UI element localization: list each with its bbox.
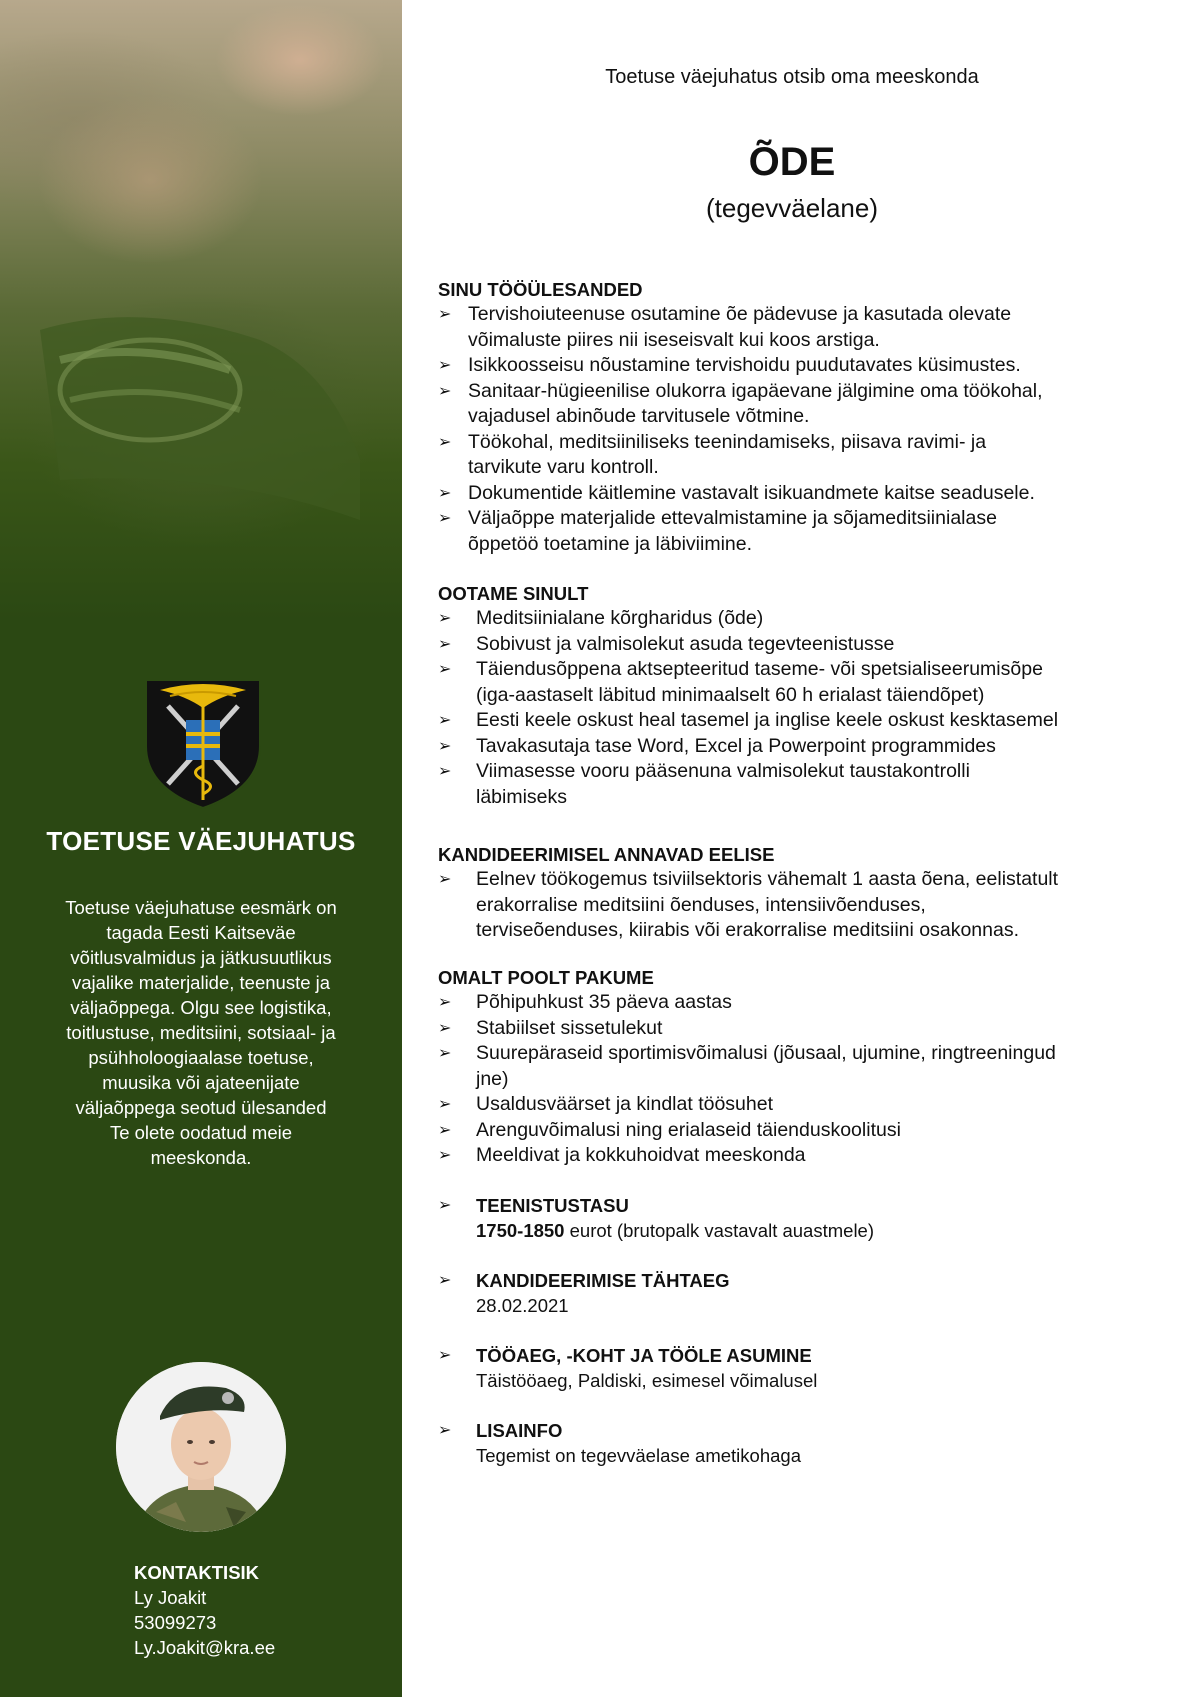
moreinfo-block <box>438 1418 1178 1468</box>
list-item <box>438 708 1178 734</box>
list-item <box>438 759 1178 810</box>
offer-section <box>438 965 1178 1169</box>
job-posting <box>402 0 1200 1697</box>
bullet-arrow-icon: ➢ <box>438 1347 452 1364</box>
list-item-line: Dokumentide käitlemine vastavalt isikuandmete kaitse seadusele. <box>468 481 1035 504</box>
bullet-arrow-icon: ➢ <box>438 1019 452 1037</box>
list-item-line: vajadusel abinõude tarvitusele võtmine. <box>468 405 810 427</box>
contact-name: Ly Joakit <box>134 1587 207 1608</box>
bullet-arrow-icon: ➢ <box>438 610 452 627</box>
list-item-line: tarvikute varu kontroll. <box>468 456 659 478</box>
list-item <box>438 1016 1178 1042</box>
list-item-line: erakorralise meditsiini õenduses, intensiivõenduses, <box>476 893 926 916</box>
bullet-arrow-icon: ➢ <box>438 1422 452 1439</box>
salary-block <box>438 1193 1178 1243</box>
deadline-value: 28.02.2021 <box>476 1295 569 1316</box>
list-item-line: jne) <box>476 1067 509 1090</box>
list-item-line: Sobivust ja valmisolekut asuda tegevteenistusse <box>476 632 895 655</box>
list-item <box>438 990 1178 1016</box>
contact-portrait <box>116 1362 286 1532</box>
list-item <box>438 657 1178 708</box>
contact-block <box>134 1560 275 1660</box>
worktime-value: Täistööaeg, Paldiski, esimesel võimalusel <box>476 1370 818 1391</box>
job-subtitle: (tegevväelane) <box>706 193 878 223</box>
list-item <box>438 1118 1178 1144</box>
requirements-section <box>438 581 1178 810</box>
list-item-line: Töökohal, meditsiiniliseks teenindamiseks, piisava ravimi- ja <box>468 430 987 453</box>
bullet-arrow-icon: ➢ <box>438 635 452 653</box>
bullet-arrow-icon: ➢ <box>438 306 452 323</box>
bullet-arrow-icon: ➢ <box>438 661 452 678</box>
header-photo <box>0 0 402 620</box>
deadline-heading: KANDIDEERIMISE TÄHTAEG <box>476 1270 730 1291</box>
bullet-arrow-icon: ➢ <box>438 510 452 527</box>
contact-email[interactable]: Ly.Joakit@kra.ee <box>134 1637 276 1658</box>
list-item-line: Tavakasutaja tase Word, Excel ja Powerpoint programmides <box>476 734 996 757</box>
bullet-arrow-icon: ➢ <box>438 763 452 780</box>
list-item-line: Eelnev töökogemus tsiviilsektoris vähemalt 1 aasta õena, eelistatult <box>476 868 1059 890</box>
moreinfo-heading: LISAINFO <box>476 1420 563 1441</box>
list-item-line: Usaldusväärset ja kindlat töösuhet <box>476 1093 774 1115</box>
list-item-line: Eesti keele oskust heal tasemel ja inglise keele oskust kesktasemel <box>476 709 1059 731</box>
bullet-arrow-icon: ➢ <box>438 433 452 451</box>
list-item <box>438 867 1178 944</box>
section-heading: KANDIDEERIMISEL ANNAVAD EELISE <box>438 844 775 865</box>
tagline: Toetuse väejuhatus otsib oma meeskonda <box>605 66 979 88</box>
bullet-arrow-icon: ➢ <box>438 1147 452 1164</box>
deadline-block <box>438 1268 1178 1318</box>
list-item-line: Sanitaar-hügieenilise olukorra igapäevane jälgimine oma töökohal, <box>468 379 1043 402</box>
advantages-list <box>438 867 1178 944</box>
contact-label: KONTAKTISIK <box>134 1562 260 1583</box>
unit-title: TOETUSE VÄEJUHATUS <box>46 826 356 856</box>
bullet-arrow-icon: ➢ <box>438 1197 452 1214</box>
list-item-line: Tervishoiuteenuse osutamine õe pädevuse ja kasutada olevate <box>468 303 1012 325</box>
bullet-arrow-icon: ➢ <box>438 1272 452 1289</box>
list-item <box>438 1041 1178 1092</box>
list-item-line: Isikkoosseisu nõustamine tervishoidu puudutavates küsimustes. <box>468 354 1021 376</box>
list-item-line: Arenguvõimalusi ning erialaseid täienduskoolitusi <box>476 1118 901 1141</box>
list-item-line: (iga-aastaselt läbitud minimaalselt 60 h erialast täiendõpet) <box>476 683 985 706</box>
list-item-line: õppetöö toetamine ja läbiviimine. <box>468 532 753 555</box>
list-item-line: võimaluste piires nii iseseisvalt kui koos arstiga. <box>468 328 880 351</box>
offer-list <box>438 990 1178 1169</box>
list-item-line: Meeldivat ja kokkuhoidvat meeskonda <box>476 1144 806 1166</box>
moreinfo-value: Tegemist on tegevväelase ametikohaga <box>476 1445 801 1466</box>
unit-description: Toetuse väejuhatuse eesmärk on tagada Eesti Kaitseväe võitlusvalmidus ja jätkusuutlikus vajalike materjalide, teenuste ja väljaõppega. Olgu see logistika, toitlustuse, meditsiini, sotsiaal- ja psühholoogiaalase toetuse, muusika või ajateenijate väljaõppega seotud ülesanded Te olete oodatud meie meeskonda. <box>65 897 337 1168</box>
list-item-line: Väljaõppe materjalide ettevalmistamine ja sõjameditsiinialase <box>468 507 997 529</box>
tasks-list <box>438 302 1178 557</box>
list-item-line: terviseõenduses, kiirabis või erakorralise meditsiini osakonnas. <box>476 919 1020 941</box>
list-item-line: läbimiseks <box>476 785 568 808</box>
requirements-list <box>438 606 1178 810</box>
list-item <box>438 302 1178 353</box>
bullet-arrow-icon: ➢ <box>438 357 452 374</box>
bullet-arrow-icon: ➢ <box>438 382 452 400</box>
tasks-section <box>438 277 1178 557</box>
list-item-line: Põhipuhkust 35 päeva aastas <box>476 991 732 1013</box>
job-title: ÕDE <box>748 140 836 184</box>
bullet-arrow-icon: ➢ <box>438 712 452 729</box>
list-item <box>438 481 1178 507</box>
list-item-line: Stabiilset sissetulekut <box>476 1016 663 1039</box>
toetuse-vaejuhatus-emblem <box>140 676 266 812</box>
list-item-line: Täiendusõppena aktsepteeritud taseme- või spetsialiseerumisõpe <box>476 658 1043 680</box>
salary-value: 1750-1850 eurot (brutopalk vastavalt auastmele) <box>476 1220 874 1241</box>
bullet-arrow-icon: ➢ <box>438 484 452 502</box>
section-heading: OOTAME SINULT <box>438 583 589 604</box>
list-item-line: Viimasesse vooru pääsenuna valmisolekut taustakontrolli <box>476 760 970 782</box>
bullet-arrow-icon: ➢ <box>438 1045 452 1062</box>
section-heading: SINU TÖÖÜLESANDED <box>438 279 643 300</box>
list-item <box>438 379 1178 430</box>
list-item <box>438 1092 1178 1118</box>
list-item-line: Suurepäraseid sportimisvõimalusi (jõusaal, ujumine, ringtreeningud <box>476 1042 1056 1064</box>
bullet-arrow-icon: ➢ <box>438 871 452 888</box>
worktime-heading: TÖÖAEG, -KOHT JA TÖÖLE ASUMINE <box>476 1345 812 1366</box>
contact-phone[interactable]: 53099273 <box>134 1612 217 1633</box>
list-item <box>438 632 1178 658</box>
list-item <box>438 1143 1178 1169</box>
section-heading: OMALT POOLT PAKUME <box>438 967 654 988</box>
salary-heading: TEENISTUSTASU <box>476 1195 629 1216</box>
bullet-arrow-icon: ➢ <box>438 1096 452 1113</box>
list-item-line: Meditsiinialane kõrgharidus (õde) <box>476 607 764 629</box>
list-item <box>438 506 1178 557</box>
list-item <box>438 353 1178 379</box>
uniform-shoulder-illustration <box>0 0 402 620</box>
worktime-block <box>438 1343 1178 1393</box>
sidebar <box>0 0 402 1697</box>
list-item <box>438 734 1178 760</box>
list-item <box>438 430 1178 481</box>
list-item <box>438 606 1178 632</box>
bullet-arrow-icon: ➢ <box>438 737 452 755</box>
bullet-arrow-icon: ➢ <box>438 994 452 1011</box>
advantages-section <box>438 842 1178 944</box>
bullet-arrow-icon: ➢ <box>438 1121 452 1139</box>
